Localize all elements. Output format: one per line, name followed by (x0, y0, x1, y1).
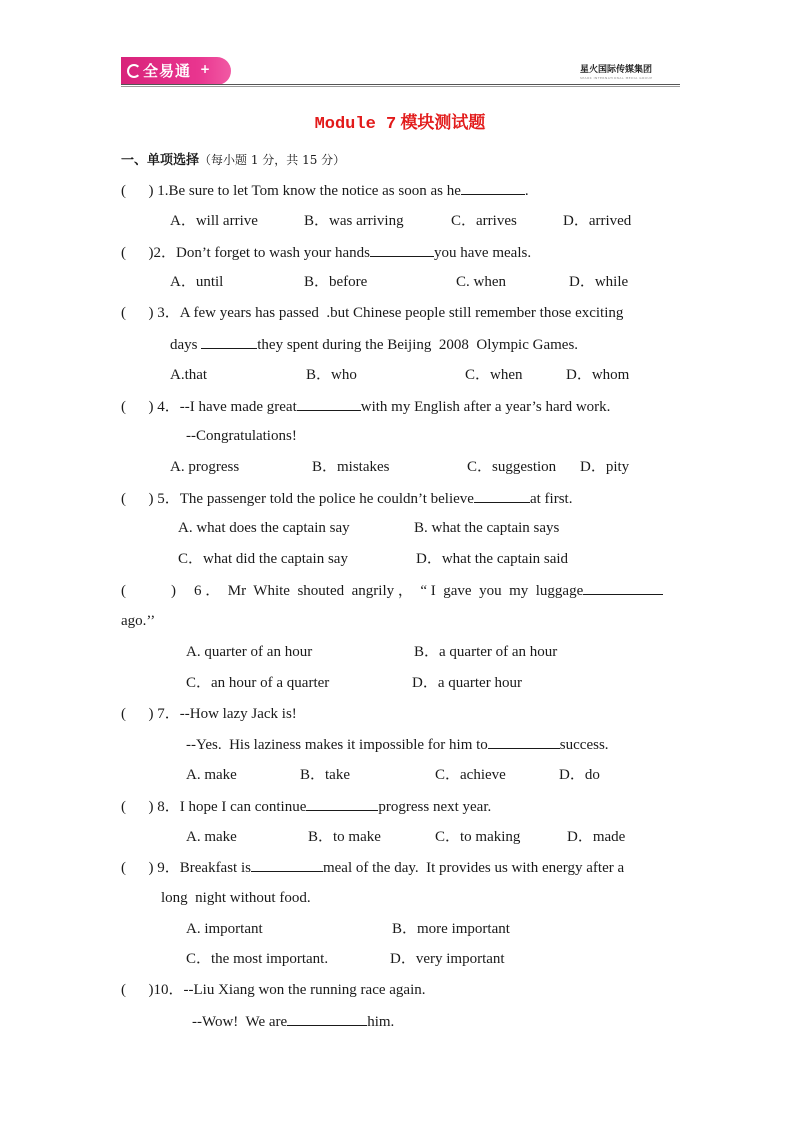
question-stem: days (170, 337, 202, 353)
question-stem: 10．--Liu Xiang won the running race again. (153, 982, 426, 998)
logo-text: 全易通 (143, 62, 192, 80)
question-stem: 3．A few years has passed .but Chinese people still remember those exciting (153, 305, 624, 321)
question-7 (121, 704, 297, 724)
question-5 (121, 488, 572, 509)
section-note: （每小题 1 分，共 15 分） (199, 153, 346, 167)
logo-plus: + (199, 62, 211, 76)
answer-blank (583, 580, 663, 595)
answer-blank (297, 396, 361, 411)
answer-blank (474, 488, 530, 503)
answer-paren: ( ) (121, 706, 154, 722)
answer-paren: ( ) (121, 583, 176, 599)
option-a: A. quarter of an hour (186, 644, 313, 660)
question-stem: --Yes. His laziness makes it impossible for him to (186, 737, 488, 753)
option-a: A. important (186, 921, 263, 937)
option-c: C．achieve (435, 767, 506, 783)
option-c: C．what did the captain say (178, 551, 348, 567)
option-d: D．arrived (563, 213, 632, 229)
option-c: C．when (465, 367, 523, 383)
option-a: A. make (186, 767, 237, 783)
option-b: B．before (304, 274, 368, 290)
page-title (0, 108, 800, 134)
option-b: B．to make (308, 829, 381, 845)
question-1 (121, 180, 529, 201)
publisher-name: 星火国际传媒集团 (580, 65, 653, 75)
question-stem-end: they spent during the Beijing 2008 Olympic Games. (257, 337, 579, 353)
question-stem-end: him. (367, 1014, 395, 1030)
answer-paren: ( ) (121, 245, 154, 261)
option-d: D．what the captain said (416, 551, 569, 567)
question-9 (121, 857, 624, 878)
dialogue-reply (186, 734, 609, 755)
dialogue-reply (192, 1011, 394, 1032)
option-d: D．made (567, 829, 626, 845)
option-d: D．whom (566, 367, 630, 383)
option-b: B．take (300, 767, 350, 783)
question-stem: 6 ． Mr White shouted angrily ， “ I gave you my luggage (194, 583, 584, 599)
answer-paren: ( ) (121, 860, 154, 876)
title-module: Module 7 (314, 115, 397, 134)
answer-paren: ( ) (121, 183, 154, 199)
answer-blank (370, 242, 434, 257)
option-b: B．mistakes (312, 459, 390, 475)
question-stem: 4．--I have made great (153, 399, 297, 415)
option-d: D．while (569, 274, 629, 290)
option-a: A. make (186, 829, 237, 845)
answer-blank (251, 857, 323, 872)
option-b: B. what the captain says (414, 520, 560, 536)
option-c: C．an hour of a quarter (186, 675, 330, 691)
question-stem: 9．Breakfast is (153, 860, 251, 876)
question-3-cont (170, 334, 578, 355)
logo-swirl-icon (127, 64, 141, 78)
question-2 (121, 242, 531, 263)
section-heading (121, 150, 345, 171)
question-stem-end: . (524, 183, 529, 199)
option-a: A. progress (170, 459, 240, 475)
option-d: D．a quarter hour (412, 675, 522, 691)
question-stem: 8．I hope I can continue (153, 799, 307, 815)
question-stem: 1.Be sure to let Tom know the notice as soon as he (153, 183, 461, 199)
answer-paren: ( ) (121, 305, 154, 321)
question-stem-end: with my English after a year’s hard work. (360, 399, 611, 415)
question-3 (121, 303, 623, 323)
question-6 (121, 580, 663, 601)
answer-paren: ( ) (121, 491, 154, 507)
question-stem: 2．Don’t forget to wash your hands (153, 245, 371, 261)
question-stem-end: success. (559, 737, 609, 753)
question-stem-end: meal of the day. It provides us with energy after a (322, 860, 625, 876)
question-stem-end: progress next year. (378, 799, 492, 815)
publisher-subtitle: SPARK INTERNATIONAL MEDIA GROUP (580, 76, 653, 80)
question-stem: 5．The passenger told the police he couldn’t believe (153, 491, 474, 507)
option-a: A.that (170, 367, 208, 383)
option-c: C．arrives (451, 213, 517, 229)
option-d: D．very important (390, 951, 505, 967)
option-c: C．to making (435, 829, 521, 845)
question-stem-end: at first. (529, 491, 573, 507)
question-stem: 7．--How lazy Jack is! (153, 706, 297, 722)
question-6-cont: ago.’’ (121, 613, 156, 629)
option-b: B．who (306, 367, 357, 383)
answer-blank (488, 734, 560, 749)
option-a: A. what does the captain say (178, 520, 350, 536)
question-4 (121, 396, 610, 417)
option-c: C．suggestion (467, 459, 557, 475)
option-b: B．a quarter of an hour (414, 644, 558, 660)
answer-paren: ( ) (121, 399, 154, 415)
option-d: D．do (559, 767, 600, 783)
question-9-cont: long night without food. (161, 890, 311, 906)
option-b: B．was arriving (304, 213, 404, 229)
question-stem: --Wow! We are (192, 1014, 288, 1030)
question-stem-end: you have meals. (434, 245, 532, 261)
section-label: 一、单项选择 (121, 153, 200, 168)
answer-paren: ( ) (121, 982, 154, 998)
answer-blank (461, 180, 525, 195)
option-b: B．more important (392, 921, 510, 937)
option-d: D．pity (580, 459, 630, 475)
answer-blank (287, 1011, 367, 1026)
option-a: A．until (170, 274, 224, 290)
brand-logo (121, 57, 231, 85)
question-10 (121, 980, 426, 1000)
dialogue-reply: --Congratulations! (186, 428, 297, 444)
answer-blank (201, 334, 257, 349)
option-c: C. when (456, 274, 506, 290)
answer-paren: ( ) (121, 799, 154, 815)
header-rule-thin (121, 86, 680, 87)
answer-blank (306, 796, 378, 811)
header-rule (121, 84, 680, 85)
title-suffix: 模块测试题 (400, 113, 486, 132)
option-c: C．the most important. (186, 951, 329, 967)
publisher-brand (580, 62, 690, 80)
question-8 (121, 796, 491, 817)
option-a: A．will arrive (170, 213, 258, 229)
